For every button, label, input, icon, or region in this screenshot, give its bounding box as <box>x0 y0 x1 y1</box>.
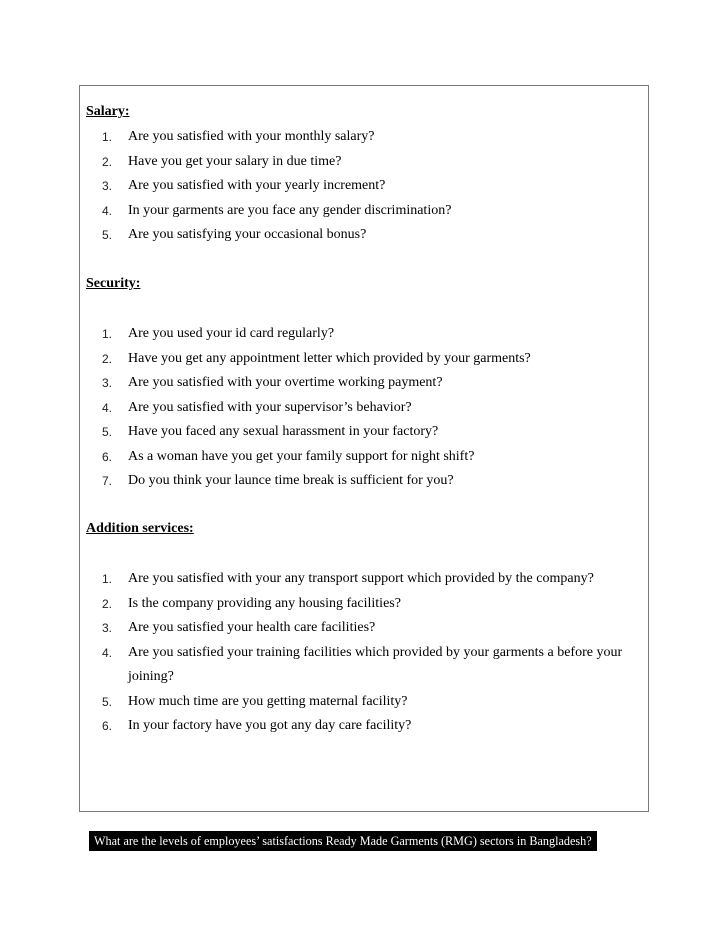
list-item-number: 5. <box>102 694 113 709</box>
list-item-text: How much time are you getting maternal facility? <box>128 693 408 709</box>
list-item-text: Are you satisfied with your any transport support which provided by the company? <box>128 571 594 586</box>
footer-banner: What are the levels of employees’ satisfactions Ready Made Garments (RMG) sectors in Bangladesh? <box>89 831 597 851</box>
questionnaire-box <box>79 85 649 812</box>
list-item-text: Have you faced any sexual harassment in your factory? <box>128 424 439 439</box>
list-item-text: Are you satisfied your health care facilities? <box>128 620 376 635</box>
list-item-text: Are you satisfied with your monthly salary? <box>128 129 375 144</box>
list-item-text: Are you satisfying your occasional bonus? <box>128 227 367 242</box>
list-item-text: Are you used your id card regularly? <box>128 326 335 341</box>
list-item-number: 2. <box>102 596 113 611</box>
list-item-number: 4. <box>102 645 113 660</box>
list-item-text: Are you satisfied with your overtime working payment? <box>128 375 443 390</box>
section-title-salary: Salary: <box>86 104 130 119</box>
list-item-number: 1. <box>102 130 113 144</box>
list-item-text: Are you satisfied with your yearly increment? <box>128 178 386 193</box>
list-item-number: 6. <box>102 719 113 733</box>
list-item-number: 5. <box>102 228 113 242</box>
list-item-text: As a woman have you get your family support for night shift? <box>128 448 475 464</box>
list-item-number: 4. <box>102 400 113 415</box>
list-item-number: 4. <box>102 203 113 218</box>
list-item-number: 2. <box>102 154 113 169</box>
section-title-security: Security: <box>86 276 141 291</box>
list-item-text: Is the company providing any housing facilities? <box>128 595 401 611</box>
list-item-number: 6. <box>102 449 113 464</box>
list-item-text: Do you think your launce time break is sufficient for you? <box>128 473 454 488</box>
list-item-text: Are you satisfied with your supervisor’s behavior? <box>128 399 412 415</box>
section-title-addition-services: Addition services: <box>86 521 194 536</box>
list-item-number: 2. <box>102 351 113 366</box>
list-item-number: 3. <box>102 179 113 193</box>
list-item-number: 3. <box>102 621 113 635</box>
list-item-text: In your factory have you got any day care facility? <box>128 718 412 733</box>
list-item-number: 1. <box>102 572 113 586</box>
list-item-text: Have you get your salary in due time? <box>128 153 342 169</box>
list-item-text: Are you satisfied your training facilities which provided by your garments a before your joining? <box>128 644 623 684</box>
list-item-text: Have you get any appointment letter which provided by your garments? <box>128 350 531 366</box>
list-item-number: 3. <box>102 376 113 390</box>
list-item-text: In your garments are you face any gender discrimination? <box>128 202 452 218</box>
list-item-number: 1. <box>102 327 113 341</box>
list-item-number: 7. <box>102 474 113 488</box>
list-item-number: 5. <box>102 425 113 439</box>
